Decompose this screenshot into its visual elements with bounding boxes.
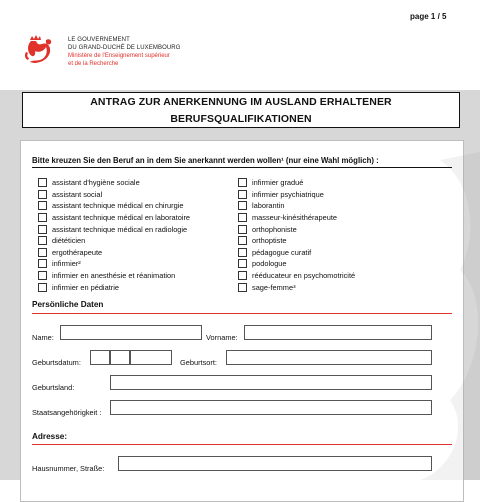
birth-month-field[interactable] [110, 350, 130, 365]
profession-option[interactable] [38, 258, 190, 270]
address-rule [32, 444, 452, 445]
profession-checkbox[interactable] [238, 178, 247, 187]
profession-label: infirmier² [52, 259, 81, 269]
profession-label: masseur-kinésithérapeute [252, 213, 338, 223]
profession-instruction: Bitte kreuzen Sie den Beruf an in dem Sie anerkannt werden wollen¹ (nur eine Wahl möglich) : [32, 156, 379, 165]
profession-checkbox[interactable] [38, 201, 47, 210]
profession-option[interactable] [238, 270, 355, 282]
profession-option[interactable] [38, 189, 190, 201]
geburtsland-field[interactable] [110, 375, 432, 390]
watermark-crest [380, 150, 480, 480]
ministry-line-1: Ministère de l'Enseignement supérieur [68, 53, 170, 59]
profession-checkbox[interactable] [38, 225, 47, 234]
birth-day-field[interactable] [90, 350, 110, 365]
personal-data-heading: Persönliche Daten [32, 300, 104, 309]
profession-option[interactable] [38, 223, 190, 235]
profession-option[interactable] [238, 258, 355, 270]
instruction-rule [32, 167, 452, 168]
profession-checkbox[interactable] [238, 248, 247, 257]
form-title-box [22, 92, 460, 128]
profession-label: orthophoniste [252, 224, 297, 234]
profession-label: assistant technique médical en radiologie [52, 224, 188, 234]
hausnummer-field[interactable] [118, 456, 432, 471]
profession-checkbox[interactable] [238, 201, 247, 210]
profession-checkbox[interactable] [38, 236, 47, 245]
form-title-line-1: ANTRAG ZUR ANERKENNUNG IM AUSLAND ERHALTENER [90, 96, 392, 108]
profession-label: laborantin [252, 201, 285, 211]
profession-label: orthoptiste [252, 236, 287, 246]
profession-option[interactable] [238, 247, 355, 259]
profession-label: assistant technique médical en chirurgie [52, 201, 184, 211]
geburtsort-field[interactable] [226, 350, 432, 365]
profession-checkbox[interactable] [38, 259, 47, 268]
geburtsland-label: Geburtsland: [32, 383, 75, 392]
profession-checkbox[interactable] [238, 259, 247, 268]
profession-checkbox[interactable] [238, 271, 247, 280]
profession-label: infirmier gradué [252, 178, 304, 188]
profession-label: ergothérapeute [52, 247, 103, 257]
profession-option[interactable] [38, 212, 190, 224]
profession-checkbox[interactable] [38, 271, 47, 280]
profession-label: sage-femme³ [252, 282, 296, 292]
vorname-field[interactable] [244, 325, 432, 340]
profession-option[interactable] [38, 270, 190, 282]
ministry-line-2: et de la Recherche [68, 61, 119, 67]
profession-label: pédagogue curatif [252, 247, 312, 257]
profession-checkbox[interactable] [238, 236, 247, 245]
address-heading: Adresse: [32, 432, 68, 441]
profession-option[interactable] [38, 281, 190, 293]
profession-label: podologue [252, 259, 287, 269]
profession-checkbox[interactable] [38, 248, 47, 257]
profession-option[interactable] [238, 200, 355, 212]
profession-checkbox[interactable] [238, 190, 247, 199]
staatsangehoerigkeit-field[interactable] [110, 400, 432, 415]
geburtsdatum-label: Geburtsdatum: [32, 358, 81, 367]
profession-checkbox[interactable] [38, 190, 47, 199]
name-field[interactable] [60, 325, 202, 340]
profession-label: infirmier psychiatrique [252, 189, 324, 199]
profession-option[interactable] [38, 235, 190, 247]
page-indicator: page 1 / 5 [410, 12, 447, 21]
profession-option[interactable] [38, 247, 190, 259]
form-title-line-2: BERUFSQUALIFIKATIONEN [170, 113, 312, 125]
profession-label: diététicien [52, 236, 86, 246]
profession-option[interactable] [238, 235, 355, 247]
ministry-header [68, 36, 180, 68]
geburtsort-label: Geburtsort: [180, 358, 217, 367]
luxembourg-lion-logo [22, 32, 56, 66]
profession-checkbox[interactable] [38, 178, 47, 187]
profession-list-left [38, 177, 190, 293]
profession-list-right [238, 177, 355, 293]
staatsangehoerigkeit-label: Staatsangehörigkeit : [32, 408, 102, 417]
hausnummer-label: Hausnummer, Straße: [32, 464, 105, 473]
profession-option[interactable] [238, 177, 355, 189]
name-label: Name: [32, 333, 54, 342]
profession-option[interactable] [238, 223, 355, 235]
profession-checkbox[interactable] [238, 213, 247, 222]
birth-year-field[interactable] [130, 350, 172, 365]
gov-line-1: LE GOUVERNEMENT [68, 37, 130, 43]
profession-label: assistant social [52, 189, 103, 199]
profession-label: infirmier en anesthésie et réanimation [52, 271, 176, 281]
vorname-label: Vorname: [206, 333, 238, 342]
profession-label: infirmier en pédiatrie [52, 282, 119, 292]
profession-option[interactable] [38, 200, 190, 212]
personal-data-rule [32, 313, 452, 314]
profession-checkbox[interactable] [38, 213, 47, 222]
profession-checkbox[interactable] [238, 283, 247, 292]
profession-label: rééducateur en psychomotricité [252, 271, 356, 281]
profession-label: assistant d'hygiène sociale [52, 178, 140, 188]
profession-checkbox[interactable] [38, 283, 47, 292]
profession-label: assistant technique médical en laboratoire [52, 213, 191, 223]
gov-line-2: DU GRAND-DUCHÉ DE LUXEMBOURG [68, 45, 181, 51]
profession-option[interactable] [238, 212, 355, 224]
profession-option[interactable] [238, 281, 355, 293]
profession-option[interactable] [238, 189, 355, 201]
profession-checkbox[interactable] [238, 225, 247, 234]
profession-option[interactable] [38, 177, 190, 189]
